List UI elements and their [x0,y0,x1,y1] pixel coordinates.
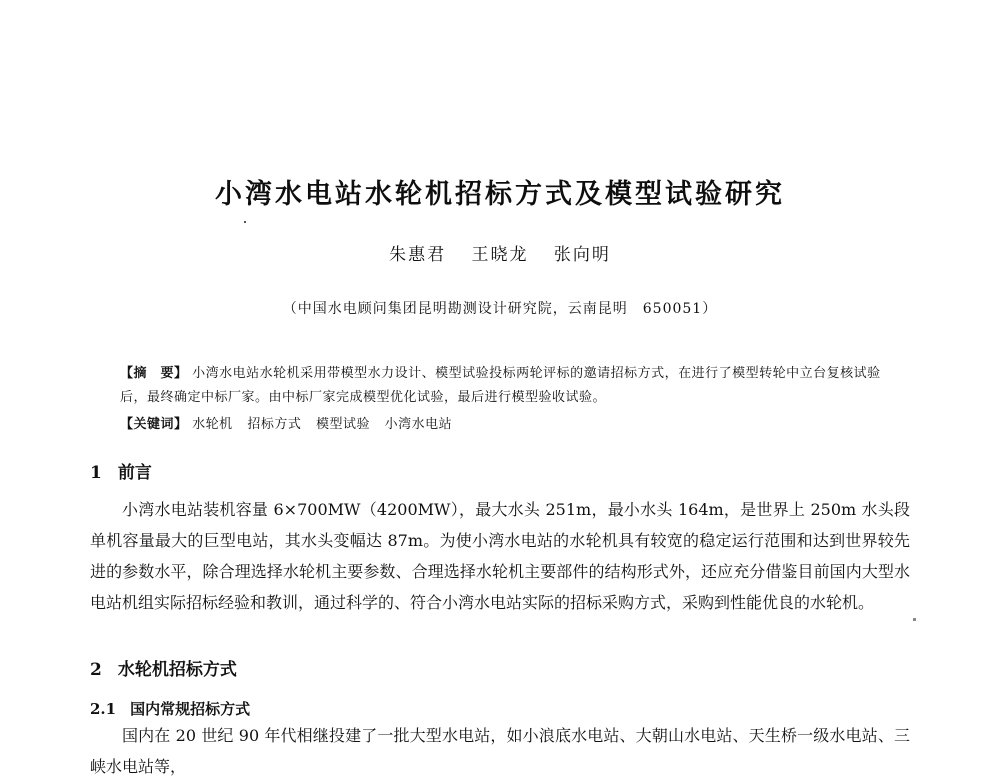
keyword: 模型试验 [315,417,370,432]
abstract-label: 【摘 要】 [120,366,188,381]
subsection-title: 国内常规招标方式 [130,700,251,718]
scan-speck [913,618,916,621]
keyword: 水轮机 [192,417,233,432]
abstract-text: 小湾水电站水轮机采用带模型水力设计、模型试验投标两轮评标的邀请招标方式，在进行了模型转轮中立台复核试验后，最终确定中标厂家。由中标厂家完成模型优化试验，最后进行模型验收试验。 [120,366,881,405]
paper-title: 小湾水电站水轮机招标方式及模型试验研究 [215,179,785,210]
author-name: 朱惠君 [389,245,447,265]
section-heading [90,458,152,483]
abstract [120,362,888,410]
author-list [0,240,1000,265]
section-paragraph: 国内在 20 世纪 90 年代相继投建了一批大型水电站，如小浪底水电站、大朝山水电站、天生桥一级水电站、三峡水电站等， [90,726,910,776]
scan-speck [244,221,246,223]
author-name: 王晓龙 [471,245,529,265]
affiliation: （中国水电顾问集团昆明勘测设计研究院，云南昆明 650051） [282,301,718,317]
section-number: 2 [90,660,102,680]
section-title: 水轮机招标方式 [117,660,237,680]
subsection-number: 2.1 [90,700,117,718]
subsection-heading [90,698,250,719]
section-title: 前言 [117,463,152,483]
section-paragraph: 小湾水电站装机容量 6×700MW（4200MW），最大水头 251m，最小水头 164m，是世界上 250m 水头段单机容量最大的巨型电站，其水头变幅达 87m。为使小湾水电站的水轮机具有较宽的稳定运行范围和达到世界较先进的参数水平，除合理选择水轮机主要参数、合理选择水轮机主要部件的结构形式外，还应充分借鉴目前国内大型水电站机组实际招标经验和教训，通过科学的、符合小湾水电站实际的招标采购方式，采购到性能优良的水轮机。 [90,500,910,612]
keyword: 招标方式 [247,417,302,432]
author-name: 张向明 [553,245,611,265]
keywords [120,413,462,432]
section-number: 1 [90,463,102,483]
keyword: 小湾水电站 [384,417,453,432]
keywords-label: 【关键词】 [120,417,188,432]
section-heading [90,655,237,680]
